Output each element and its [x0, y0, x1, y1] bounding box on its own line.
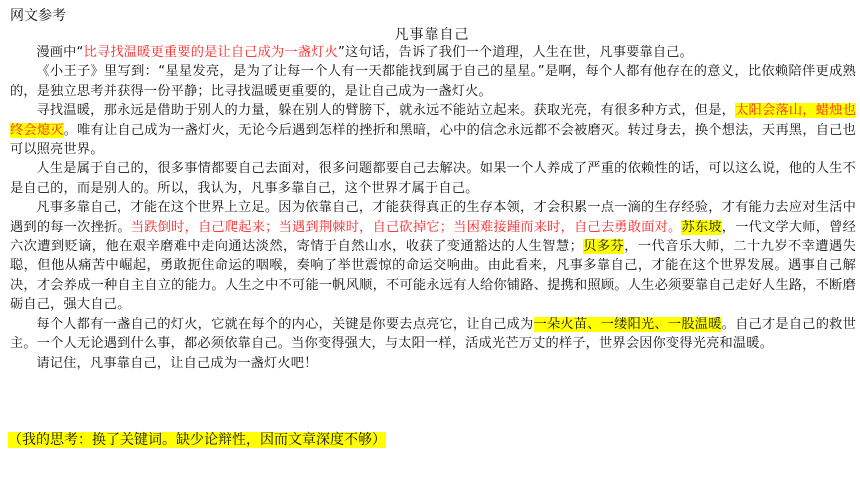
paragraph-2: [10, 62, 856, 101]
article-title: 凡事靠自己: [394, 27, 470, 43]
paragraph-text: 。自己才是自己的救世主。一个人无论遇到什么事，都必须依靠自己。当你变得强大，与太阳一样，活成光芒万丈的样子，世界会因你变得光亮和温暖。: [10, 316, 856, 352]
emphasized-text: 一朵火苗、一缕阳光、一股温暖: [533, 316, 722, 332]
paragraph-text: 《小王子》里写到：“星星发亮，是为了让每一个人有一天都能找到属于自己的星星。”是啊，每个人都有他存在的意义，比依赖陪伴更成熟的，是独立思考并获得一份平静；比寻找温暖更重要的，是让自己成为一盏灯火。: [10, 64, 856, 99]
paragraph-6: [10, 315, 856, 354]
paragraph-3: [10, 101, 856, 159]
paragraph-text: ，一代音乐大师，二十九岁不幸遭遇失聪，但他从痛苦中崛起，勇敢扼住命运的咽喉，奏响了举世震惊的命运交响曲。由此看来，凡事多靠自己，才能在这个世界发展。遇事自己解决，才会养成一种自主自立的能力。人生之中不可能一帆风顺，不可能永远有人给你铺路、提携和照顾。人生必须要靠自己走好人生路，不断磨砺自己，强大自己。: [10, 239, 856, 313]
emphasized-text: 当跌倒时，自己爬起来；当遇到荆棘时，自己砍掉它；当困难接踵而来时，自己去勇敢面对。: [130, 219, 682, 235]
paragraph-text: 凡事多靠自己，才能在这个世界上立足。因为依靠自己，才能获得真正的生存本领，才会积累一点一滴的生存经验，才有能力去应对生活中遇到的每一次挫折。: [10, 200, 856, 235]
paragraph-text: 。唯有让自己成为一盏灯火，无论今后遇到怎样的挫折和黑暗，心中的信念永远都不会被磨灭。转过身去，换个想法，天再黑，自己也可以照亮世界。: [10, 122, 856, 158]
paragraph-5: [10, 198, 856, 314]
paragraph-text: ，一代文学大师，曾经六次遭到贬谪，他在艰辛磨难中走向通达淡然，寄情于自然山水，收获了变通豁达的人生智慧；: [10, 219, 856, 255]
emphasized-text: 苏东坡: [681, 219, 722, 235]
emphasized-text: 比寻找温暖更重要的是让自己成为一盏灯火: [83, 45, 338, 60]
emphasized-text: 贝多芬: [583, 239, 625, 255]
my-thoughts-text: （我的思考：换了关键词。缺少论辩性，因而文章深度不够）: [8, 432, 386, 448]
paragraph-text: ”这句话，告诉了我们一个道理，人生在世，凡事要靠自己。: [337, 45, 694, 60]
my-thoughts-note: [8, 429, 386, 449]
paragraph-1: [10, 43, 856, 62]
paragraph-text: 人生是属于自己的，很多事情都要自己去面对，很多问题都要自己去解决。如果一个人养成了严重的依赖性的话，可以这么说，他的人生不是自己的，而是别人的。所以，我认为，凡事多靠自己，这个世界才属于自己。: [10, 161, 856, 196]
paragraph-text: 每个人都有一盏自己的灯火，它就在每个的内心，关键是你要去点亮它，让自己成为: [36, 316, 534, 332]
reference-label: 网文参考: [10, 8, 66, 24]
paragraph-text: 漫画中“: [36, 45, 84, 60]
paragraph-7: [10, 354, 856, 373]
paragraph-text: 寻找温暖，那永远是借助于别人的力量，躲在别人的臂膀下，就永远不能站立起来。获取光亮，有很多种方式，但是，: [36, 103, 736, 119]
paragraph-4: [10, 159, 856, 198]
article-body: [10, 43, 856, 373]
paragraph-text: 请记住，凡事靠自己，让自己成为一盏灯火吧！: [36, 355, 318, 371]
emphasized-text: 太阳会落山，蜡烛也终会熄灭: [10, 103, 856, 138]
